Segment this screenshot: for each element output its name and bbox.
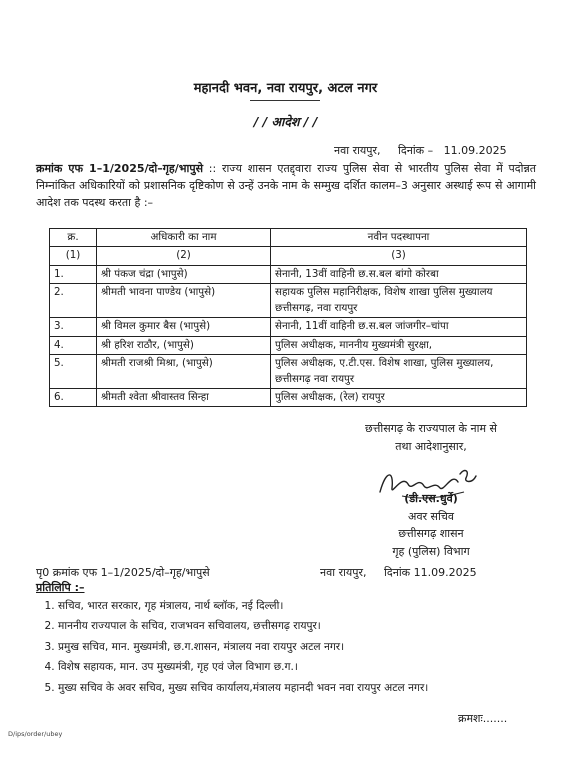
row-sno: 2.: [50, 284, 97, 318]
row-officer-name: श्रीमती राजश्री मिश्रा, (भापुसे): [97, 355, 271, 389]
list-item: 3. प्रमुख सचिव, मान. मुख्यमंत्री, छ.ग.शासन, मंत्रालय नवा रायपुर अटल नगर।: [58, 639, 558, 655]
table-colnum-row: [50, 247, 527, 265]
row-sno: 6.: [50, 388, 97, 406]
row-posting: सेनानी, 13वीं वाहिनी छ.स.बल बांगो कोरबा: [271, 265, 527, 283]
table-row: [50, 355, 527, 389]
continued-marker: क्रमशः.......: [458, 712, 508, 725]
row-posting: पुलिस अधीक्षक, माननीय मुख्यमंत्री सुरक्षा,: [271, 336, 527, 354]
dateline-place: नवा रायपुर,: [334, 144, 381, 157]
table-row: [50, 336, 527, 354]
table-row: [50, 265, 527, 283]
table-header-row: [50, 229, 527, 247]
signatory-govt: छत्तीसगढ़ शासन: [398, 527, 464, 541]
file-path: D/ips/order/ubey: [8, 730, 63, 738]
signatory-designation: अवर सचिव: [408, 509, 454, 523]
dateline-date-label: दिनांक –: [398, 144, 434, 157]
row-posting: सहायक पुलिस महानिरीक्षक, विशेष शाखा पुलिस मुख्यालय छत्तीसगढ़, नवा रायपुर: [271, 284, 527, 318]
col-number: (1): [50, 247, 97, 265]
col-header-posting: नवीन पदस्थापना: [271, 229, 527, 247]
row-officer-name: श्रीमती श्वेता श्रीवास्तव सिन्हा: [97, 388, 271, 406]
row-officer-name: श्रीमती भावना पाण्डेय (भापुसे): [97, 284, 271, 318]
col-number: (2): [97, 247, 271, 265]
signatory-name: (डी.एस.धुर्वे): [404, 492, 458, 505]
copy-list: [36, 598, 558, 700]
list-item: 4. विशेष सहायक, मान. उप मुख्यमंत्री, गृह एवं जेल विभाग छ.ग.।: [58, 659, 558, 675]
row-sno: 5.: [50, 355, 97, 389]
col-header-name: अधिकारी का नाम: [97, 229, 271, 247]
row-posting: सेनानी, 11वीं वाहिनी छ.स.बल जांजगीर–चांपा: [271, 318, 527, 336]
col-number: (3): [271, 247, 527, 265]
list-item: 2. माननीय राज्यपाल के सचिव, राजभवन सचिवालय, छत्तीसगढ़ रायपुर।: [58, 618, 558, 634]
order-paragraph: [36, 160, 536, 211]
row-officer-name: श्री हरिश राठौर, (भापुसे): [97, 336, 271, 354]
dateline: [334, 144, 507, 158]
row-sno: 4.: [50, 336, 97, 354]
endorsement-date: 11.09.2025: [413, 566, 477, 579]
table-row: [50, 284, 527, 318]
authority-line-1: छत्तीसगढ़ के राज्यपाल के नाम से: [365, 422, 497, 435]
authority-block: [326, 420, 536, 455]
row-posting: पुलिस अधीक्षक, ए.टी.एस. विशेष शाखा, पुलिस मुख्यालय, छत्तीसगढ़ नवा रायपुर: [271, 355, 527, 389]
dateline-date: 11.09.2025: [443, 144, 507, 157]
list-item: 5. मुख्य सचिव के अवर सचिव, मुख्य सचिव कार्यालय,मंत्रालय महानदी भवन नवा रायपुर अटल नगर।: [58, 680, 558, 696]
col-header-sno: क्र.: [50, 229, 97, 247]
row-officer-name: श्री विमल कुमार बैस (भापुसे): [97, 318, 271, 336]
heading-underline: [250, 100, 320, 101]
row-officer-name: श्री पंकज चंद्रा (भापुसे): [97, 265, 271, 283]
order-title: / / आदेश / /: [253, 114, 318, 129]
office-heading: महानदी भवन, नवा रायपुर, अटल नगर: [193, 81, 378, 96]
signatory-dept: गृह (पुलिस) विभाग: [392, 544, 470, 558]
copy-label: प्रतिलिपि :–: [36, 581, 85, 594]
signature-block: [356, 490, 506, 560]
order-text: :: राज्य शासन एतद्द्वारा राज्य पुलिस सेवा से भारतीय पुलिस सेवा में पदोन्नत निम्नांकित अधिकारियों को प्रशासनिक दृष्टिकोण से उन्हें उनके नाम के सम्मुख दर्शित कालम–3 अनुसार अस्थाई रूप से आगामी आदेश तक पदस्थ करता है :–: [36, 162, 536, 210]
order-ref-no: क्रमांक एफ 1–1/2025/दो–गृह/भापुसे: [36, 162, 204, 175]
endorsement-date-label: दिनांक: [384, 566, 411, 579]
row-posting: पुलिस अधीक्षक, (रेल) रायपुर: [271, 388, 527, 406]
posting-table: [49, 228, 527, 407]
table-row: [50, 318, 527, 336]
endorsement-dateline: [320, 566, 477, 580]
endorsement-place: नवा रायपुर,: [320, 566, 367, 579]
table-row: [50, 388, 527, 406]
row-sno: 1.: [50, 265, 97, 283]
endorsement-ref-no: पृ0 क्रमांक एफ 1–1/2025/दो–गृह/भापुसे: [36, 566, 210, 579]
row-sno: 3.: [50, 318, 97, 336]
list-item: 1. सचिव, भारत सरकार, गृह मंत्रालय, नार्थ ब्लॉक, नई दिल्ली।: [58, 598, 558, 614]
authority-line-2: तथा आदेशानुसार,: [395, 439, 467, 453]
